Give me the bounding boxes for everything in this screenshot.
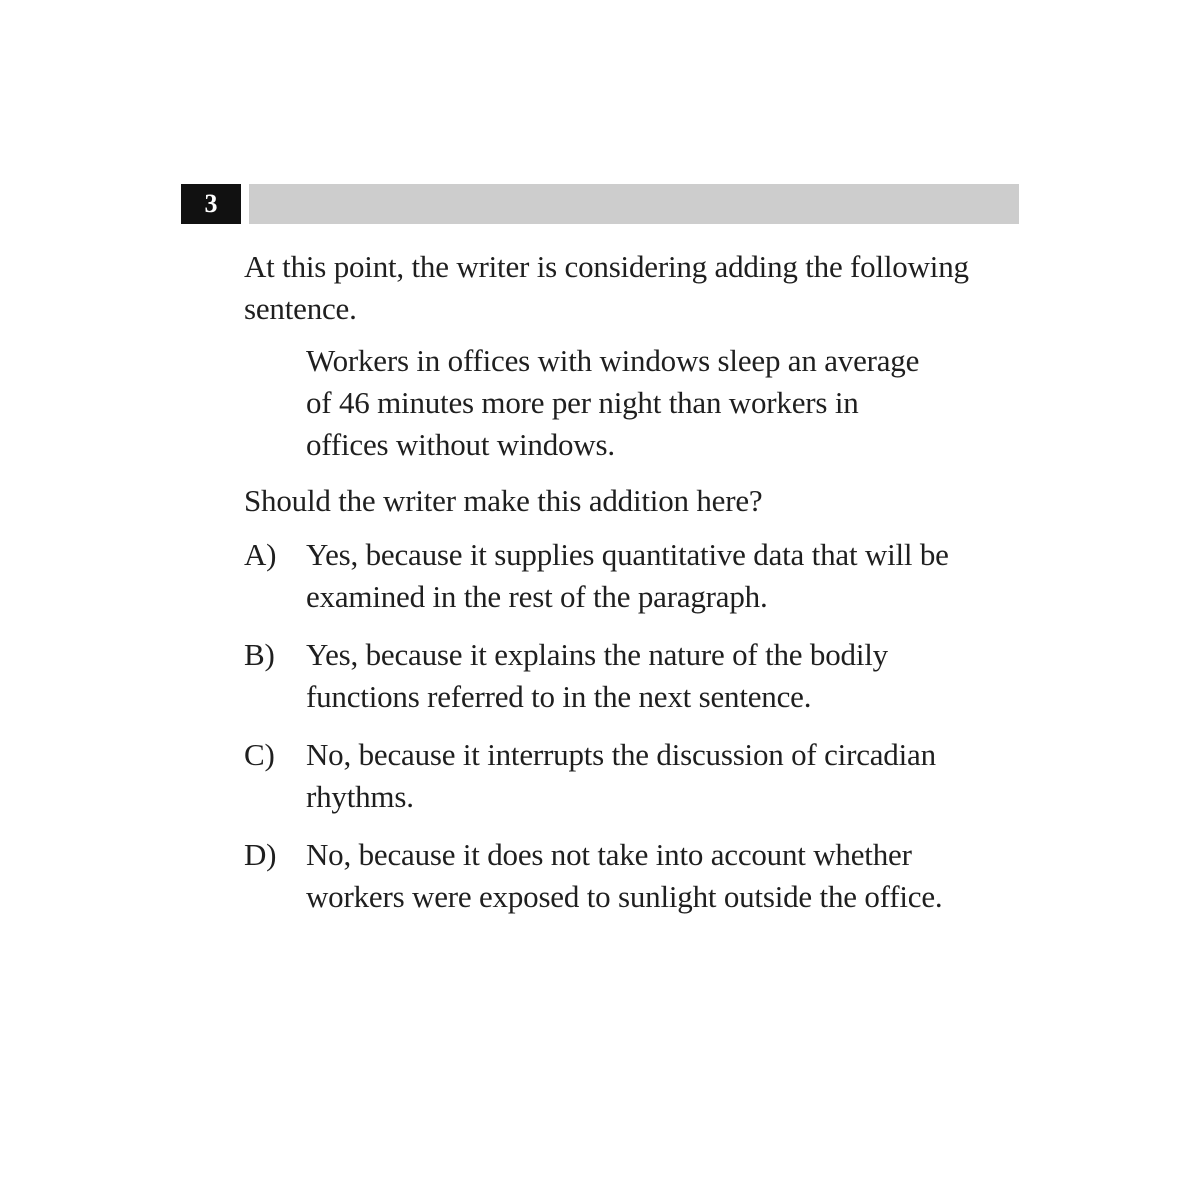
choice-text: No, because it interrupts the discussion of circadian rhythms. [306,737,936,814]
answer-choice-d[interactable] [244,834,1004,918]
question-content [244,246,1004,934]
choice-letter: C) [244,737,275,772]
choice-letter: D) [244,837,277,872]
choice-text: Yes, because it explains the nature of the bodily functions referred to in the next sentence. [306,637,888,714]
question-prompt: At this point, the writer is considering adding the following sentence. [244,249,969,326]
answer-choice-b[interactable] [244,634,1004,718]
answer-choice-c[interactable] [244,734,1004,818]
question-header [181,184,1019,224]
quoted-sentence: Workers in offices with windows sleep an average of 46 minutes more per night than workers in offices without windows. [306,343,920,462]
question-followup: Should the writer make this addition here? [244,483,763,518]
answer-choice-a[interactable] [244,534,1004,618]
choice-letter: B) [244,637,275,672]
choice-text: No, because it does not take into account whether workers were exposed to sunlight outside the office. [306,837,943,914]
answer-choices [244,534,1004,918]
choice-letter: A) [244,537,277,572]
question-number: 3 [181,184,241,224]
choice-text: Yes, because it supplies quantitative data that will be examined in the rest of the paragraph. [306,537,949,614]
question-header-bar [249,184,1019,224]
